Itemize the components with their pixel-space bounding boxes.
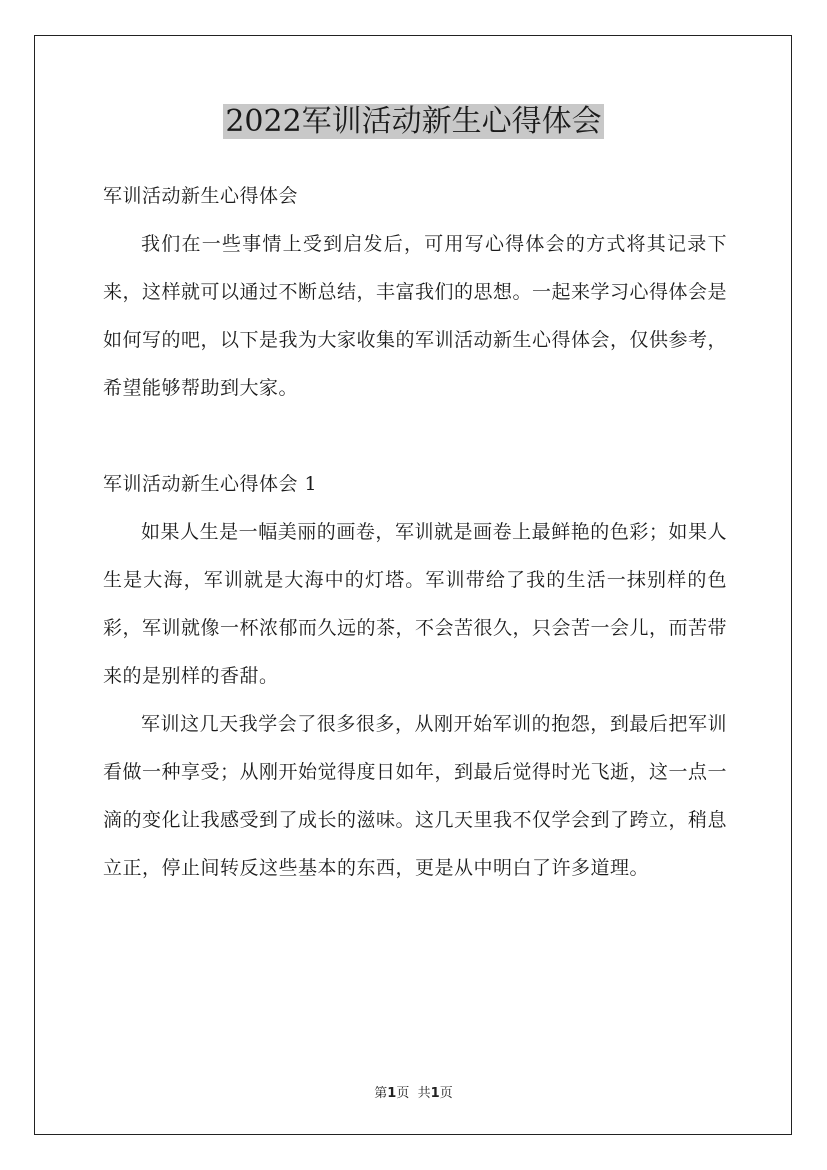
section1-heading: 军训活动新生心得体会 1 — [103, 473, 318, 495]
intro-paragraph: 我们在一些事情上受到启发后，可用写心得体会的方式将其记录下来，这样就可以通过不断总结，丰富我们的思想。一起来学习心得体会是如何写的吧，以下是我为大家收集的军训活动新生心得体会，仅供参考，希望能够帮助到大家。 — [103, 233, 728, 399]
footer-total-pages: 1 — [430, 1086, 440, 1101]
document-body — [103, 172, 727, 892]
intro-heading: 军训活动新生心得体会 — [103, 185, 299, 207]
footer-total-prefix: 共 — [417, 1086, 431, 1101]
footer-page-prefix: 第 — [374, 1086, 388, 1101]
footer-page-number: 1 — [387, 1086, 397, 1101]
section1-paragraph-2: 军训这几天我学会了很多很多，从刚开始军训的抱怨，到最后把军训看做一种享受；从刚开始觉得度日如年，到最后觉得时光飞逝，这一点一滴的变化让我感受到了成长的滋味。这几天里我不仅学会到了跨立，稍息立正，停止间转反这些基本的东西，更是从中明白了许多道理。 — [103, 713, 728, 879]
document-title — [0, 100, 827, 144]
section-spacer — [103, 412, 727, 460]
document-title-text: 2022军训活动新生心得体会 — [225, 104, 602, 139]
footer-page-suffix: 页 — [396, 1086, 410, 1101]
footer-total-suffix: 页 — [439, 1086, 453, 1101]
section1-paragraph-1: 如果人生是一幅美丽的画卷，军训就是画卷上最鲜艳的色彩；如果人生是大海，军训就是大海中的灯塔。军训带给了我的生活一抹别样的色彩，军训就像一杯浓郁而久远的茶，不会苦很久，只会苦一会儿，而苦带来的是别样的香甜。 — [103, 521, 728, 687]
page-footer — [0, 1082, 827, 1101]
